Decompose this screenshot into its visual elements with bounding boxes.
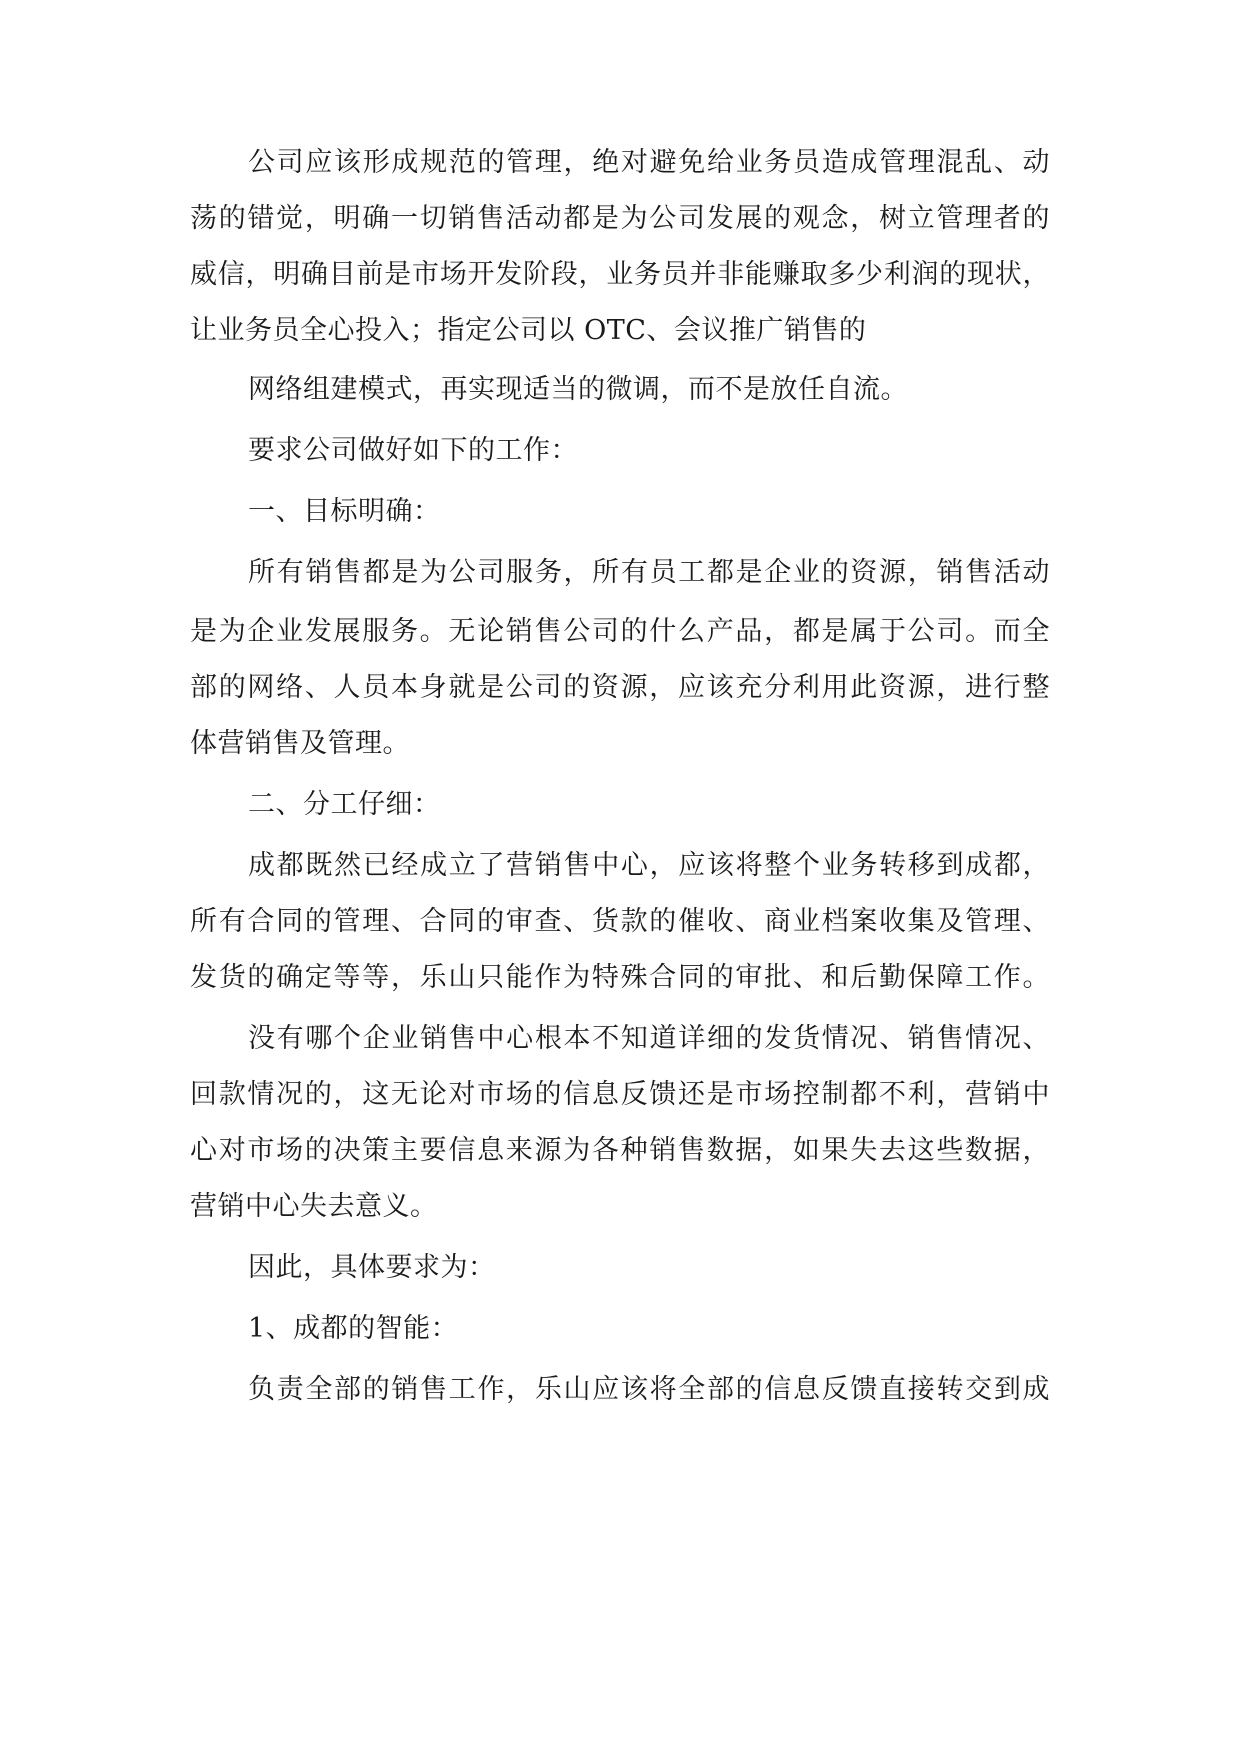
paragraph-line: 没有哪个企业销售中心根本不知道详细的发货情况、销售情况、 bbox=[248, 1023, 1050, 1054]
paragraph-line: 荡的错觉，明确一切销售活动都是为公司发展的观念，树立管理者的 bbox=[190, 203, 1050, 234]
paragraph-line: 回款情况的，这无论对市场的信息反馈还是市场控制都不利，营销中 bbox=[190, 1079, 1050, 1110]
paragraph-line: 因此，具体要求为： bbox=[248, 1252, 496, 1283]
paragraph-line: 网络组建模式，再实现适当的微调，而不是放任自流。 bbox=[248, 374, 908, 405]
paragraph-line: 负责全部的销售工作，乐山应该将全部的信息反馈直接转交到成 bbox=[248, 1374, 1050, 1405]
paragraph-line: 部的网络、人员本身就是公司的资源，应该充分利用此资源，进行整 bbox=[190, 672, 1050, 703]
paragraph-line: 所有销售都是为公司服务，所有员工都是企业的资源，销售活动 bbox=[248, 557, 1050, 588]
section-heading: 二、分工仔细： bbox=[248, 789, 441, 820]
paragraph-line: 体营销售及管理。 bbox=[190, 728, 410, 759]
section-heading: 1、成都的智能： bbox=[248, 1313, 459, 1344]
paragraph-line: 是为企业发展服务。无论销售公司的什么产品，都是属于公司。而全 bbox=[190, 616, 1050, 647]
paragraph-line: 心对市场的决策主要信息来源为各种销售数据，如果失去这些数据， bbox=[190, 1135, 1050, 1166]
paragraph-line: 威信，明确目前是市场开发阶段，业务员并非能赚取多少利润的现状， bbox=[190, 259, 1050, 290]
paragraph-line: 让业务员全心投入；指定公司以 OTC、会议推广销售的 bbox=[190, 315, 867, 346]
paragraph-line: 成都既然已经成立了营销售中心，应该将整个业务转移到成都， bbox=[248, 850, 1050, 881]
paragraph-line: 要求公司做好如下的工作： bbox=[248, 435, 578, 466]
paragraph-line: 所有合同的管理、合同的审查、货款的催收、商业档案收集及管理、 bbox=[190, 906, 1050, 937]
paragraph-line: 营销中心失去意义。 bbox=[190, 1191, 438, 1222]
paragraph-line: 发货的确定等等，乐山只能作为特殊合同的审批、和后勤保障工作。 bbox=[190, 962, 1050, 993]
paragraph-line: 公司应该形成规范的管理，绝对避免给业务员造成管理混乱、动 bbox=[248, 147, 1050, 178]
section-heading: 一、目标明确： bbox=[248, 496, 441, 527]
